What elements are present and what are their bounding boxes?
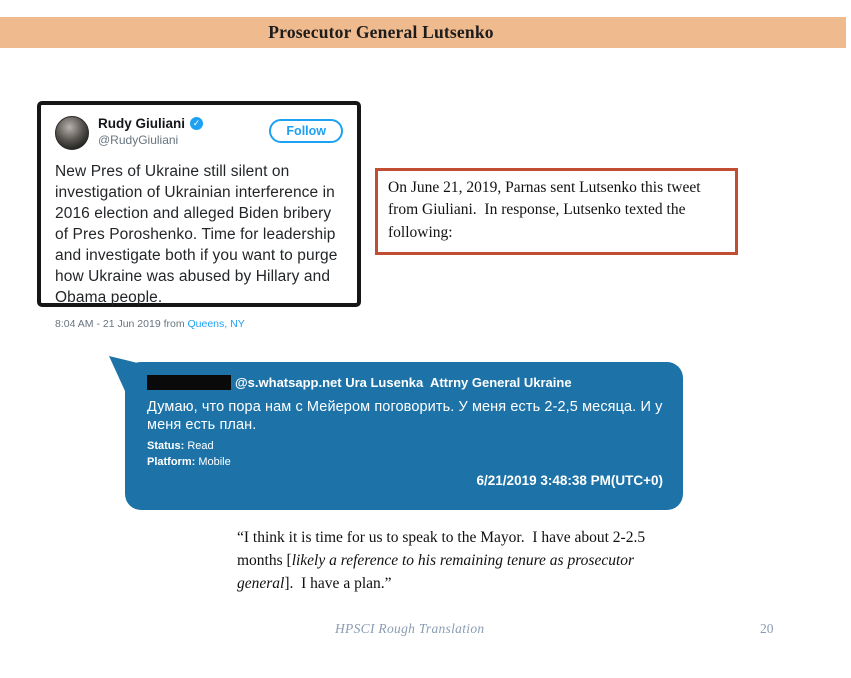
status-field	[147, 440, 663, 452]
tweet-card	[37, 101, 361, 330]
redaction-bar	[147, 375, 231, 390]
whatsapp-timestamp: 6/21/2019 3:48:38 PM(UTC+0)	[476, 473, 663, 488]
tweet-author-name: Rudy Giuliani	[98, 116, 186, 131]
status-value: Read	[184, 440, 214, 453]
avatar	[55, 116, 89, 150]
tweet-location-link[interactable]: Queens, NY	[187, 317, 245, 330]
platform-label: Platform:	[147, 456, 196, 469]
translation-quote	[237, 527, 649, 596]
whatsapp-message-text: Думаю, что пора нам с Мейером поговорить. У меня есть 2-2,5 месяца. И у меня есть план.	[147, 399, 663, 434]
follow-button[interactable]: Follow	[269, 119, 343, 143]
header-bar	[0, 17, 846, 48]
whatsapp-contact-text: @s.whatsapp.net Ura Lusenka Attrny General Ukraine	[235, 375, 572, 390]
page-title: Prosecutor General Lutsenko	[268, 22, 494, 42]
status-label: Status:	[147, 440, 185, 453]
context-annotation-box: On June 21, 2019, Parnas sent Lutsenko this tweet from Giuliani. In response, Lutsenko texted the following:	[375, 168, 738, 255]
tweet-body-text: New Pres of Ukraine still silent on investigation of Ukrainian interference in 2016 election and alleged Biden bribery of Pres Poroshenko. Time for leadership and investigate both if you want to purge how Ukraine was abused by Hillary and Obama people.	[55, 163, 338, 307]
bubble-tail	[109, 356, 137, 394]
tweet-author-handle: @RudyGiuliani	[98, 133, 179, 147]
quote-italic-note: likely a reference to his remaining tenure as prosecutor general	[237, 551, 638, 592]
platform-value: Mobile	[195, 456, 231, 469]
footer-label: HPSCI Rough Translation	[335, 621, 485, 636]
platform-field	[147, 456, 663, 468]
verified-badge-icon: ✓	[190, 117, 203, 130]
tweet-name-block	[98, 116, 269, 147]
tweet-time-text: 8:04 AM - 21 Jun 2019 from	[55, 317, 188, 330]
page-number: 20	[760, 621, 774, 636]
quote-part-2: ]. I have a plan.”	[284, 574, 392, 592]
tweet-timestamp	[55, 318, 343, 330]
tweet-header	[55, 116, 343, 150]
quote-part-1: “I think it is time for us to speak to the Mayor. I have about 2-2.5 months [	[237, 529, 649, 569]
whatsapp-contact-line	[147, 375, 663, 390]
whatsapp-message-bubble	[125, 362, 683, 510]
